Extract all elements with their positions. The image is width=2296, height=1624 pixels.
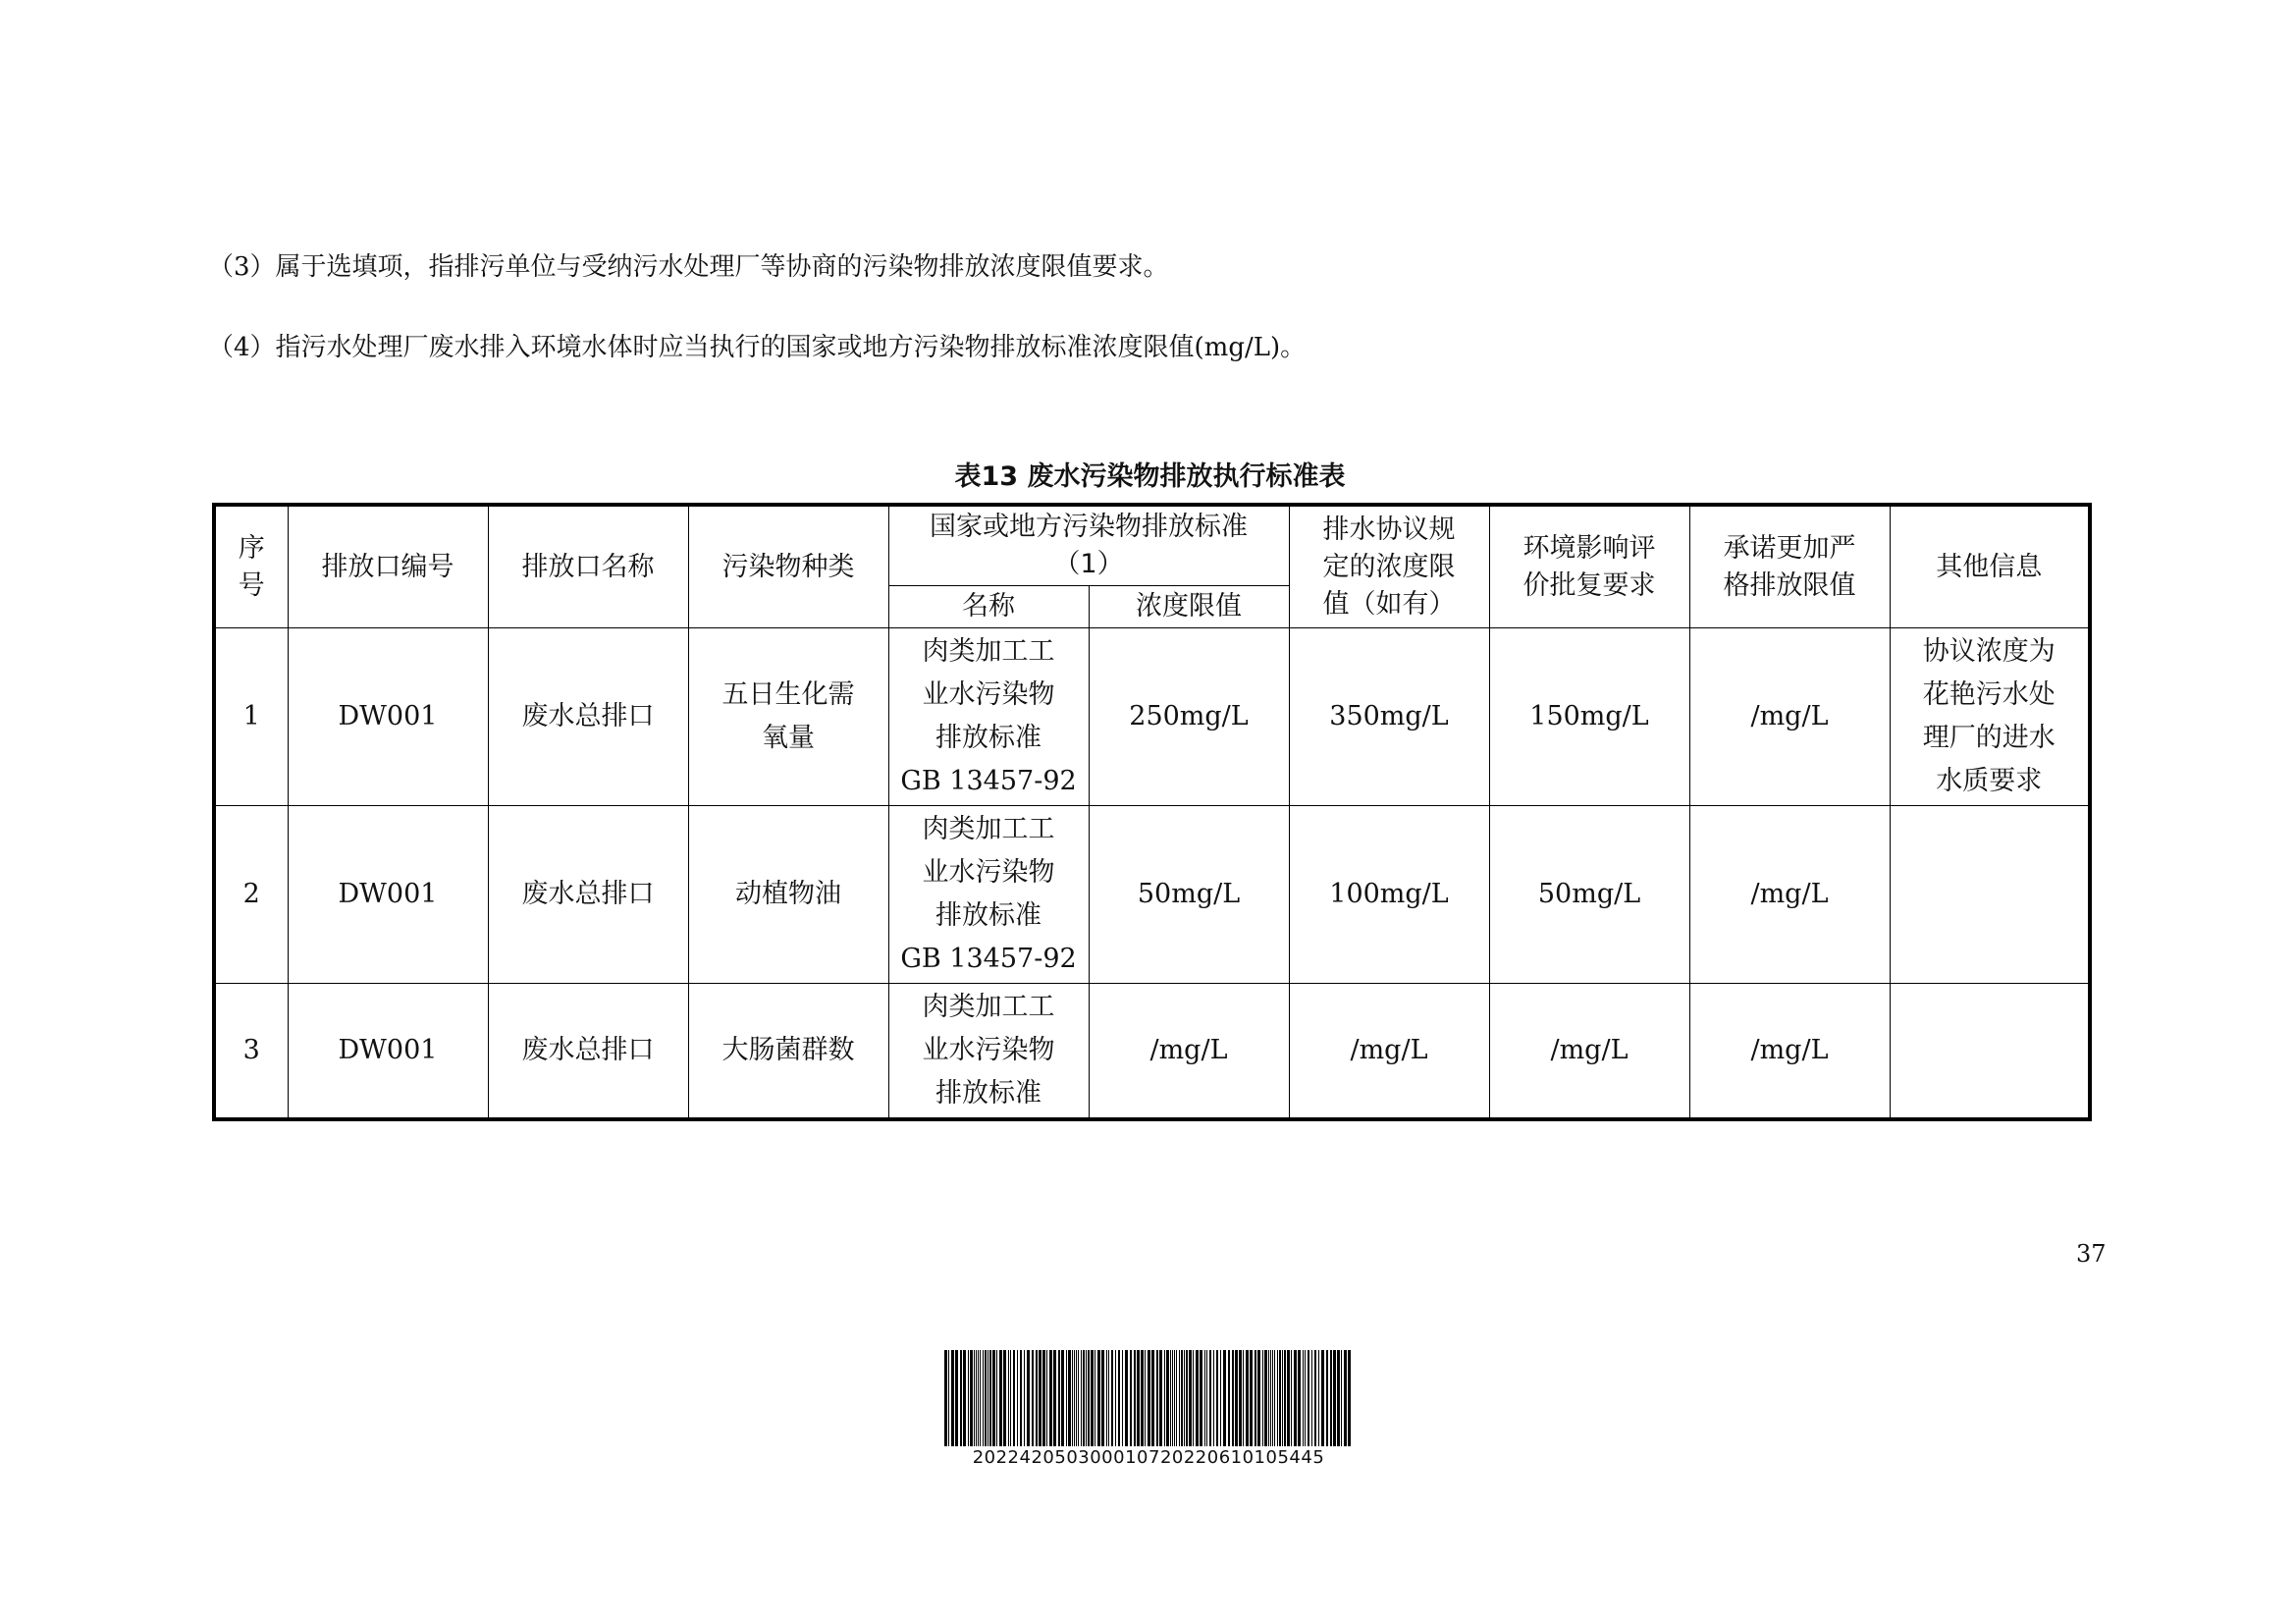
barcode-bar [1172, 1350, 1173, 1446]
barcode-bar [1088, 1350, 1090, 1446]
barcode-bar [992, 1350, 995, 1446]
barcode-bar [1130, 1350, 1132, 1446]
barcode-bar [974, 1350, 975, 1446]
cell-stricter-limit: /mg/L [1689, 806, 1890, 984]
header-seq: 序 号 [214, 505, 288, 628]
barcode-bar [989, 1350, 991, 1446]
barcode-bar [1284, 1350, 1286, 1446]
barcode-bar [1305, 1350, 1306, 1446]
barcode-bar [1072, 1350, 1073, 1446]
barcode-bar [1270, 1350, 1271, 1446]
cell-seq: 2 [214, 806, 288, 984]
barcode-bar [1003, 1350, 1006, 1446]
cell-standard-name: 肉类加工工 业水污染物 排放标准 GB 13457-92 [888, 628, 1089, 806]
barcode-bar [985, 1350, 987, 1446]
barcode-bar [1179, 1350, 1180, 1446]
barcode-bar [1223, 1350, 1226, 1446]
barcode-bar [1326, 1350, 1328, 1446]
cell-pollutant: 大肠菌群数 [688, 984, 888, 1120]
barcode-bar [1277, 1350, 1278, 1446]
cell-standard-name: 肉类加工工 业水污染物 排放标准 [888, 984, 1089, 1120]
barcode-bar [1220, 1350, 1221, 1446]
barcode-bar [1066, 1350, 1067, 1446]
barcode-bar [1049, 1350, 1052, 1446]
barcode-bar [1039, 1350, 1041, 1446]
barcode-bar [980, 1350, 981, 1446]
barcode-bar [1181, 1350, 1183, 1446]
header-eia-limit: 环境影响评 价批复要求 [1489, 505, 1689, 628]
cell-other-info: 协议浓度为 花艳污水处 理厂的进水 水质要求 [1890, 628, 2090, 806]
barcode-bar [1141, 1350, 1144, 1446]
barcode-bar [1058, 1350, 1060, 1446]
barcode-bar [1204, 1350, 1205, 1446]
barcode-bar [1068, 1350, 1071, 1446]
barcode-bar [1314, 1350, 1316, 1446]
cell-seq: 3 [214, 984, 288, 1120]
barcode-bar [999, 1350, 1002, 1446]
barcode-bar [1042, 1350, 1045, 1446]
barcode-bar [1298, 1350, 1301, 1446]
barcode-bar [1036, 1350, 1038, 1446]
footnote-4: （4）指污水处理厂废水排入环境水体时应当执行的国家或地方污染物排放标准浓度限值(mg/L)。 [208, 333, 1307, 362]
barcode-bar [1294, 1350, 1297, 1446]
cell-pollutant: 动植物油 [688, 806, 888, 984]
barcode-bar [1174, 1350, 1175, 1446]
barcode-bar [1156, 1350, 1158, 1446]
barcode-bar [1303, 1350, 1304, 1446]
barcode-bar [1108, 1350, 1109, 1446]
barcode-bar [1115, 1350, 1116, 1446]
barcode-bar [1330, 1350, 1332, 1446]
barcode-bar [951, 1350, 954, 1446]
barcode-bar [1318, 1350, 1319, 1446]
barcode-bar [1257, 1350, 1260, 1446]
barcode-bar [1151, 1350, 1154, 1446]
barcode-bar [1027, 1350, 1030, 1446]
barcode-bar [1287, 1350, 1290, 1446]
barcode-bar [1118, 1350, 1120, 1446]
barcode-bar [1272, 1350, 1273, 1446]
barcode-bar [1311, 1350, 1312, 1446]
barcode-bar [1308, 1350, 1309, 1446]
barcode-bar [1193, 1350, 1194, 1446]
barcode-bar [1264, 1350, 1267, 1446]
cell-agreement-limit: 350mg/L [1289, 628, 1489, 806]
barcode-bar [1348, 1350, 1351, 1446]
barcode-bar [976, 1350, 977, 1446]
barcode-bar [1086, 1350, 1087, 1446]
barcode-bar [1232, 1350, 1234, 1446]
cell-outlet-name: 废水总排口 [488, 806, 688, 984]
cell-standard-limit: 250mg/L [1089, 628, 1289, 806]
cell-outlet-code: DW001 [288, 806, 488, 984]
barcode-bar [960, 1350, 962, 1446]
barcode-number: 20224205030001072022061010544​5 [972, 1447, 1325, 1468]
barcode-bar [1032, 1350, 1034, 1446]
cell-eia-limit: 150mg/L [1489, 628, 1689, 806]
emission-standards-table [212, 503, 2092, 1121]
barcode-bar [1078, 1350, 1079, 1446]
barcode-bar [1122, 1350, 1123, 1446]
barcode-bar [1291, 1350, 1292, 1446]
header-outlet-name: 排放口名称 [488, 505, 688, 628]
barcode-bar [1170, 1350, 1171, 1446]
barcode-bar [1061, 1350, 1064, 1446]
barcode-bar [1074, 1350, 1075, 1446]
barcode-bar [1243, 1350, 1244, 1446]
cell-standard-limit: 50mg/L [1089, 806, 1289, 984]
table-row [214, 806, 2090, 984]
barcode-image [942, 1350, 1355, 1446]
barcode-bar [1268, 1350, 1269, 1446]
barcode-bar [1189, 1350, 1192, 1446]
table-row [214, 628, 2090, 806]
barcode-bar [1337, 1350, 1340, 1446]
barcode-bar [1097, 1350, 1100, 1446]
barcode-bar [1344, 1350, 1347, 1446]
barcode-bar [1148, 1350, 1150, 1446]
barcode-bar [1206, 1350, 1207, 1446]
cell-agreement-limit: /mg/L [1289, 984, 1489, 1120]
cell-standard-limit: /mg/L [1089, 984, 1289, 1120]
cell-outlet-code: DW001 [288, 984, 488, 1120]
cell-other-info [1890, 806, 2090, 984]
barcode-bar [1081, 1350, 1082, 1446]
table-caption: 表13 废水污染物排放执行标准表 [954, 461, 1346, 492]
barcode-bar [1196, 1350, 1199, 1446]
barcode-bar [1111, 1350, 1113, 1446]
barcode-bar [1235, 1350, 1238, 1446]
barcode-bar [1013, 1350, 1015, 1446]
header-national-standard: 国家或地方污染物排放标准 （1） [888, 505, 1289, 586]
barcode-bar [1184, 1350, 1185, 1446]
barcode-bar [1282, 1350, 1283, 1446]
barcode-bar [1321, 1350, 1324, 1446]
barcode-bar [1076, 1350, 1077, 1446]
barcode-bar [1209, 1350, 1211, 1446]
barcode-bar [948, 1350, 949, 1446]
barcode-bar [983, 1350, 984, 1446]
barcode-bar [1228, 1350, 1230, 1446]
header-standard-name: 名称 [888, 586, 1089, 628]
barcode-bar [1164, 1350, 1165, 1446]
barcode-bar [1010, 1350, 1011, 1446]
barcode-bar [1134, 1350, 1136, 1446]
barcode-bar [996, 1350, 997, 1446]
footnote-3: （3）属于选填项，指排污单位与受纳污水处理厂等协商的污染物排放浓度限值要求。 [208, 252, 1169, 282]
cell-eia-limit: /mg/L [1489, 984, 1689, 1120]
barcode-bar [1053, 1350, 1056, 1446]
cell-pollutant: 五日生化需 氧量 [688, 628, 888, 806]
barcode-bar [1176, 1350, 1177, 1446]
header-agreement-limit: 排水协议规 定的浓度限 值（如有） [1289, 505, 1489, 628]
barcode-bar [1213, 1350, 1214, 1446]
barcode-bar [970, 1350, 973, 1446]
barcode-bar [1137, 1350, 1140, 1446]
cell-outlet-code: DW001 [288, 628, 488, 806]
cell-standard-name: 肉类加工工 业水污染物 排放标准 GB 13457-92 [888, 806, 1089, 984]
cell-seq: 1 [214, 628, 288, 806]
barcode-bar [1020, 1350, 1022, 1446]
cell-eia-limit: 50mg/L [1489, 806, 1689, 984]
header-other-info: 其他信息 [1890, 505, 2090, 628]
barcode-bar [1246, 1350, 1249, 1446]
barcode-bar [1333, 1350, 1336, 1446]
barcode-bar [1216, 1350, 1218, 1446]
barcode-bar [1166, 1350, 1169, 1446]
cell-outlet-name: 废水总排口 [488, 628, 688, 806]
barcode-bar [1279, 1350, 1281, 1446]
cell-stricter-limit: /mg/L [1689, 628, 1890, 806]
barcode-bar [1125, 1350, 1128, 1446]
barcode-bar [1083, 1350, 1085, 1446]
barcode-bar [1101, 1350, 1104, 1446]
barcode-bar [1186, 1350, 1188, 1446]
cell-agreement-limit: 100mg/L [1289, 806, 1489, 984]
barcode-bar [1106, 1350, 1107, 1446]
barcode-bar [1250, 1350, 1253, 1446]
cell-stricter-limit: /mg/L [1689, 984, 1890, 1120]
barcode-bar [968, 1350, 969, 1446]
barcode-bar [1145, 1350, 1146, 1446]
barcode-bar [1046, 1350, 1047, 1446]
header-standard-limit: 浓度限值 [1089, 586, 1289, 628]
barcode-bar [1200, 1350, 1202, 1446]
barcode-bar [963, 1350, 966, 1446]
cell-outlet-name: 废水总排口 [488, 984, 688, 1120]
cell-other-info [1890, 984, 2090, 1120]
barcode-bar [1017, 1350, 1018, 1446]
barcode-bar [1091, 1350, 1094, 1446]
header-outlet-code: 排放口编号 [288, 505, 488, 628]
barcode-bar [1159, 1350, 1162, 1446]
page-number: 37 [2076, 1240, 2107, 1268]
barcode-bar [955, 1350, 958, 1446]
barcode-bar [1274, 1350, 1275, 1446]
header-pollutant: 污染物种类 [688, 505, 888, 628]
header-stricter-limit: 承诺更加严 格排放限值 [1689, 505, 1890, 628]
barcode-bar [978, 1350, 979, 1446]
table-row [214, 984, 2090, 1120]
barcode-bar [1024, 1350, 1025, 1446]
barcode-bar [1255, 1350, 1256, 1446]
barcode-bar [1341, 1350, 1342, 1446]
barcode-bar [1008, 1350, 1009, 1446]
barcode-bar [944, 1350, 947, 1446]
barcode-bar [1239, 1350, 1242, 1446]
barcode-bar [1262, 1350, 1263, 1446]
